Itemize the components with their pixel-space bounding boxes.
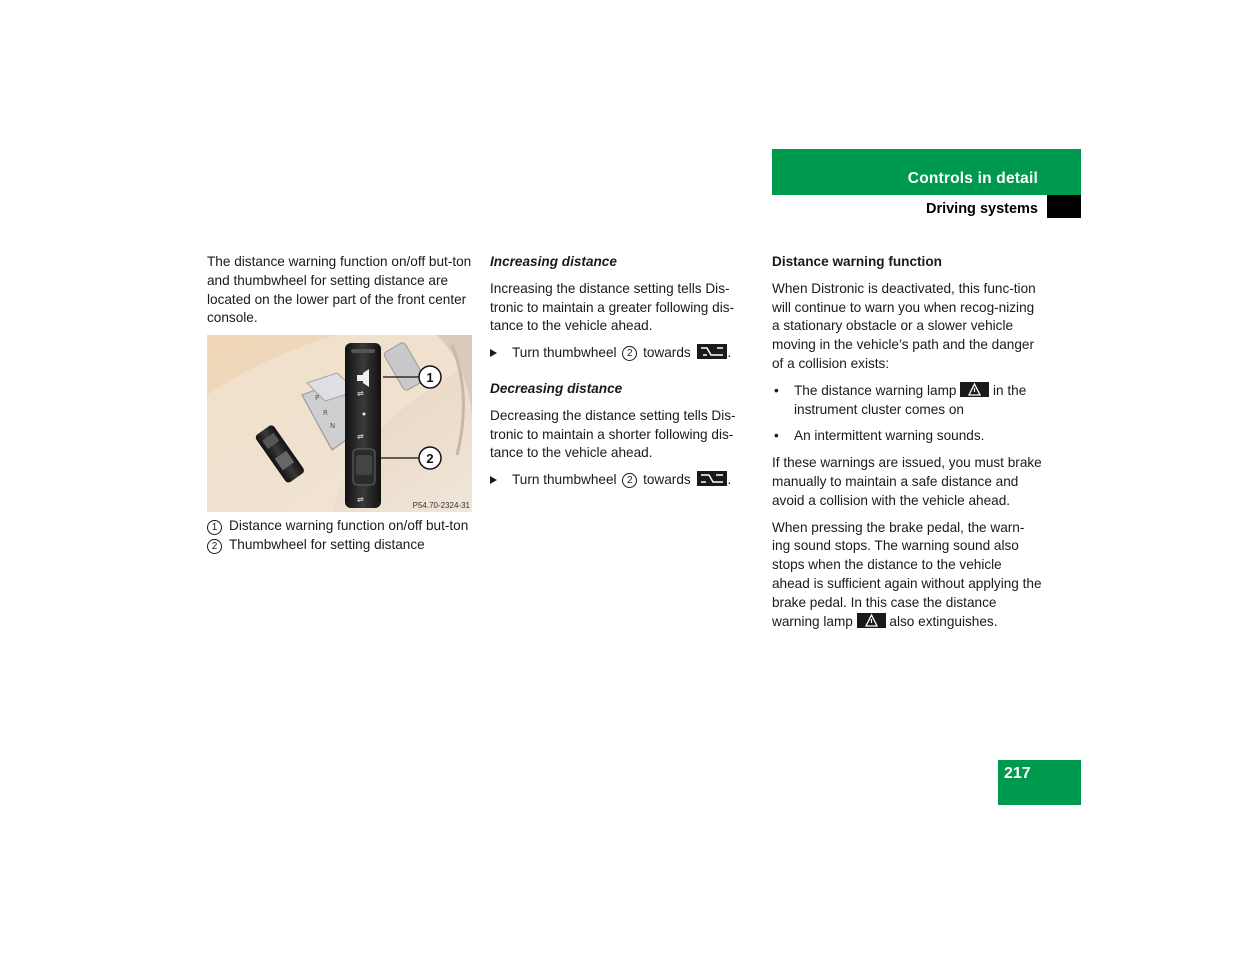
- brake-manually-paragraph: If these warnings are issued, you must brake manually to maintain a safe distance and avoid a collision with the vehicle ahead.: [772, 455, 1042, 508]
- step-period: .: [727, 345, 732, 361]
- console-illustration-svg: [207, 335, 472, 512]
- step-text: towards: [643, 345, 691, 361]
- callout-2-label: 2: [426, 451, 434, 466]
- list-item: [772, 427, 1042, 446]
- bullet-text: The distance warning lamp: [794, 382, 957, 398]
- legend-number: 1: [207, 520, 222, 535]
- legend-text: Thumbwheel for setting distance: [229, 536, 425, 552]
- section-header-bar: [772, 149, 1081, 195]
- subsection-header: [772, 195, 1081, 218]
- distance-warning-intro: When Distronic is deactivated, this func-tion will continue to warn you when recog-nizing a stationary obstacle or a slower vehicle moving in the vehicle’s path and the danger of a collision exists:: [772, 280, 1036, 371]
- svg-text:P: P: [315, 394, 320, 402]
- svg-text:R: R: [323, 409, 328, 417]
- subsection-title: Driving systems: [925, 201, 1038, 217]
- bullet-marker: •: [774, 428, 779, 444]
- figure-code: P54.70-2324-31: [412, 501, 470, 510]
- distance-warning-heading: Distance warning function: [772, 254, 942, 269]
- decreasing-distance-heading: Decreasing distance: [490, 380, 623, 396]
- step-text: towards: [643, 472, 691, 488]
- increasing-distance-text: Increasing the distance setting tells Dis-tronic to maintain a greater following dis-tance to the vehicle ahead.: [490, 280, 735, 334]
- decrease-distance-symbol-icon: [697, 471, 727, 486]
- increase-distance-symbol-icon: [697, 344, 727, 359]
- list-item: [772, 382, 1042, 420]
- figure-legend: [207, 517, 475, 555]
- step-arrow-icon: [490, 349, 497, 357]
- paragraph-text: When pressing the brake pedal, the warn-ing sound stops. The warning sound also stops when the distance to the vehicle ahead is sufficient again without applying the brake pedal. In this case the distance warning lamp: [772, 519, 1042, 629]
- legend-item: [207, 536, 475, 555]
- increasing-distance-heading: Increasing distance: [490, 254, 617, 269]
- console-illustration: [207, 335, 472, 512]
- column-2: [490, 253, 752, 507]
- step-number: 2: [622, 473, 637, 488]
- decreasing-distance-text: Decreasing the distance setting tells Dis-tronic to maintain a shorter following dis-tance to the vehicle ahead.: [490, 407, 736, 461]
- legend-text: Distance warning function on/off but-ton: [229, 518, 469, 533]
- decreasing-step: [490, 471, 752, 490]
- increasing-step: [490, 344, 752, 363]
- svg-text:⇌: ⇌: [357, 432, 364, 441]
- page-number-box: [998, 760, 1081, 805]
- section-title: Controls in detail: [907, 170, 1038, 187]
- warning-lamp-icon: [857, 613, 886, 628]
- column-1: [207, 253, 475, 336]
- step-text: Turn thumbwheel: [512, 472, 617, 488]
- intro-paragraph: The distance warning function on/off but-ton and thumbwheel for setting distance are located on the lower part of the front center console.: [207, 254, 472, 326]
- warning-lamp-icon: [960, 382, 989, 397]
- step-period: .: [727, 472, 732, 488]
- svg-text:N: N: [330, 422, 336, 430]
- page-number: 217: [1004, 765, 1031, 782]
- brake-pedal-paragraph: [772, 519, 1042, 632]
- step-text: Turn thumbwheel: [512, 345, 617, 361]
- paragraph-text: also extinguishes.: [889, 613, 998, 629]
- step-arrow-icon: [490, 476, 497, 484]
- svg-text:⇌: ⇌: [357, 389, 364, 398]
- bullet-text: An intermittent warning sounds.: [794, 428, 985, 444]
- column-3: [772, 253, 1042, 639]
- svg-text:⇌: ⇌: [357, 495, 364, 504]
- header-marker-block: [1047, 195, 1081, 218]
- bullet-marker: •: [774, 382, 779, 398]
- legend-item: [207, 517, 475, 536]
- callout-1-label: 1: [426, 370, 434, 385]
- bullet-text: in the instrument cluster comes on: [794, 382, 1027, 417]
- legend-number: 2: [207, 539, 222, 554]
- step-number: 2: [622, 346, 637, 361]
